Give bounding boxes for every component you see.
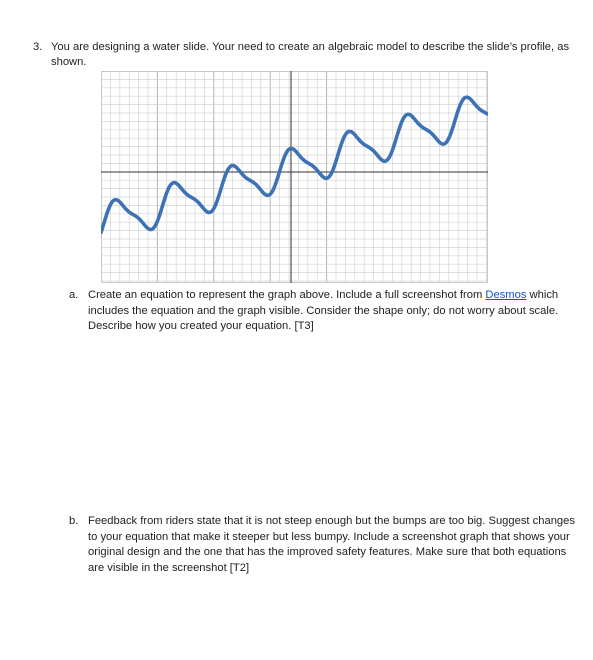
desmos-link[interactable]: Desmos	[485, 289, 527, 301]
question-number: 3.	[33, 41, 43, 53]
part-b-text: Feedback from riders state that it is not steep enough but the bumps are too big. Suggest changes to your equation that make it steeper but less bumpy. Include a screenshot graph that shows your original design and the one that has the improved safety features. Make sure that both equations are visible in the screenshot [T2]	[88, 515, 575, 574]
part-a-text	[88, 288, 578, 335]
slide-profile-graph	[101, 71, 488, 283]
part-b-letter: b.	[69, 515, 79, 527]
graph-svg	[101, 71, 488, 283]
grid-lines	[101, 71, 488, 283]
slide-curve	[101, 97, 487, 232]
part-a-text-end: which includes the equation and the graph visible. Consider the shape only; do not worry about scale. Describe how you created your equation. [T3]	[88, 289, 559, 332]
part-a-letter: a.	[69, 289, 79, 301]
part-a-text-start: Create an equation to represent the graph above. Include a full screenshot from	[88, 289, 486, 301]
question-text: You are designing a water slide. Your need to create an algebraic model to describe the slide’s profile, as shown.	[51, 41, 570, 68]
graph-border	[102, 72, 488, 283]
